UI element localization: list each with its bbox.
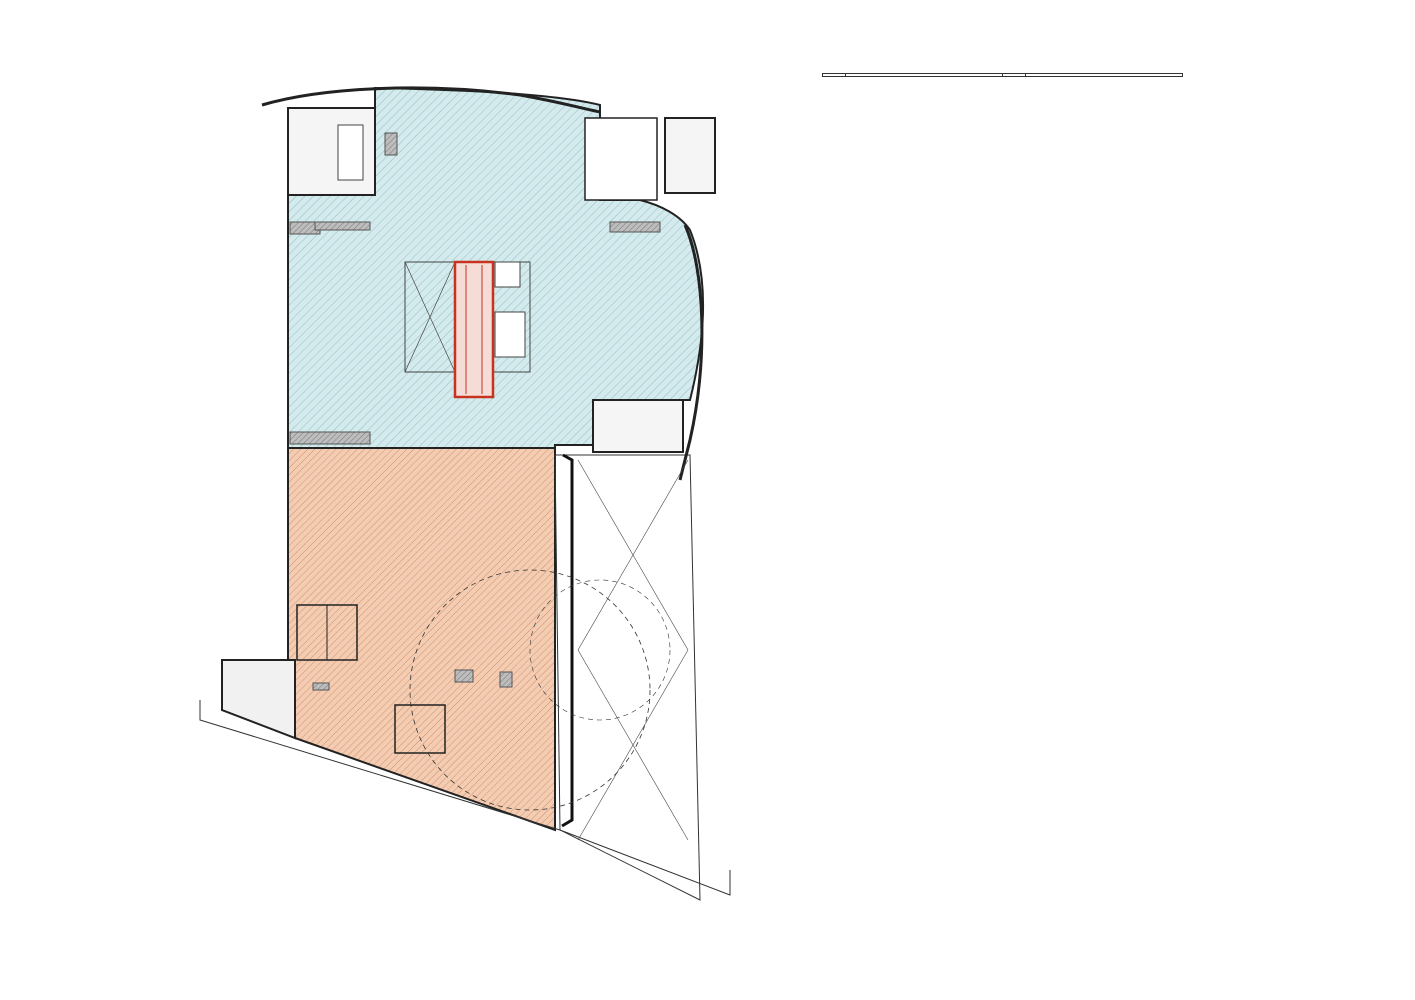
building [200,88,730,900]
glazing-front [562,455,572,826]
header-new-num [1003,74,1026,77]
header-old-name [846,74,1003,77]
explication-table [822,73,1183,77]
service-block [585,118,657,200]
header-num [823,74,846,77]
stair-core-ne [665,118,715,193]
header-new-name [1026,74,1183,77]
escalator-group [455,262,493,397]
food-zone [288,448,555,830]
stair-core-sw [222,660,295,738]
table-header [823,74,1183,77]
stair-core-se [593,400,683,452]
